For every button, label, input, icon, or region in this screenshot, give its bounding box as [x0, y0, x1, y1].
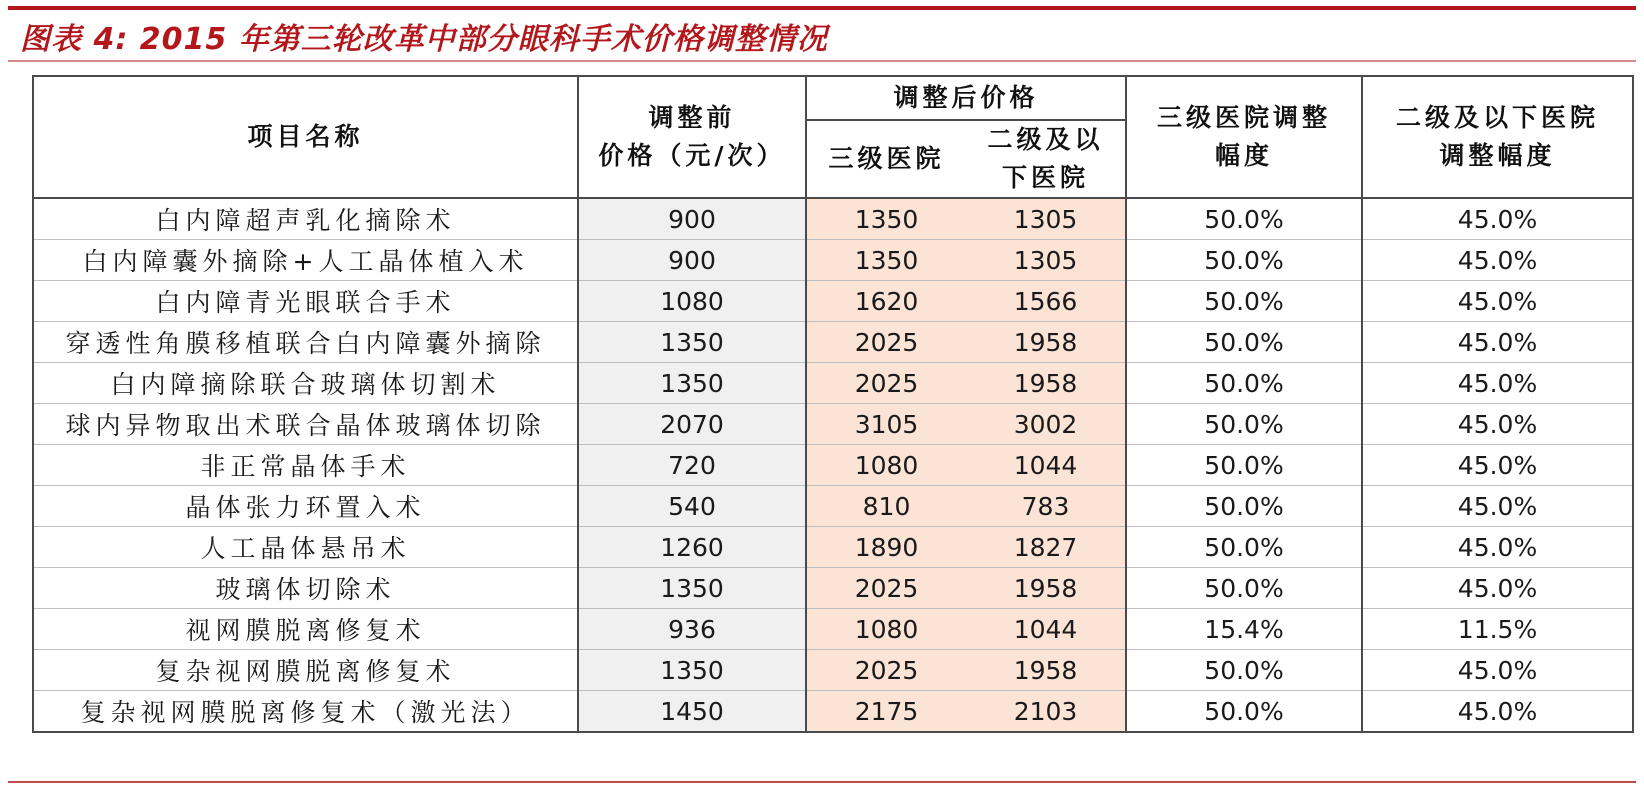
- cell-price-before: 900: [578, 198, 806, 240]
- cell-item-name: 球内异物取出术联合晶体玻璃体切除: [33, 404, 578, 445]
- table-row: [33, 240, 1633, 281]
- table-header: [33, 76, 1633, 198]
- cell-price-level3: 1350: [806, 240, 966, 281]
- cell-item-name: 白内障摘除联合玻璃体切割术: [33, 363, 578, 404]
- cell-price-level3: 2025: [806, 650, 966, 691]
- table-row: [33, 568, 1633, 609]
- title-rule: [8, 60, 1636, 62]
- header-rate-level3: 三级医院调整 幅度: [1126, 76, 1362, 198]
- cell-item-name: 视网膜脱离修复术: [33, 609, 578, 650]
- cell-rate-level2: 45.0%: [1362, 527, 1633, 568]
- cell-rate-level3: 50.0%: [1126, 691, 1362, 733]
- cell-price-level2: 1566: [966, 281, 1126, 322]
- table-row: [33, 527, 1633, 568]
- cell-price-level2: 1305: [966, 198, 1126, 240]
- cell-rate-level2: 45.0%: [1362, 240, 1633, 281]
- cell-price-before: 900: [578, 240, 806, 281]
- cell-price-before: 720: [578, 445, 806, 486]
- header-after-level3: 三级医院: [806, 120, 966, 198]
- cell-price-level2: 783: [966, 486, 1126, 527]
- cell-rate-level2: 45.0%: [1362, 363, 1633, 404]
- table-row: [33, 322, 1633, 363]
- cell-item-name: 晶体张力环置入术: [33, 486, 578, 527]
- table-row: [33, 691, 1633, 733]
- table-row: [33, 281, 1633, 322]
- cell-price-level3: 1890: [806, 527, 966, 568]
- cell-price-level2: 2103: [966, 691, 1126, 733]
- figure-title: 图表 4: 2015 年第三轮改革中部分眼科手术价格调整情况: [20, 22, 828, 57]
- header-price-before: 调整前 价格（元/次）: [578, 76, 806, 198]
- cell-price-before: 1450: [578, 691, 806, 733]
- cell-price-level2: 1044: [966, 609, 1126, 650]
- cell-rate-level2: 45.0%: [1362, 445, 1633, 486]
- header-price-after: 调整后价格: [806, 76, 1126, 120]
- table-row: [33, 486, 1633, 527]
- cell-rate-level2: 45.0%: [1362, 486, 1633, 527]
- cell-price-level3: 2025: [806, 322, 966, 363]
- cell-rate-level3: 15.4%: [1126, 609, 1362, 650]
- cell-rate-level3: 50.0%: [1126, 568, 1362, 609]
- cell-price-level2: 1827: [966, 527, 1126, 568]
- cell-rate-level2: 45.0%: [1362, 650, 1633, 691]
- cell-rate-level2: 45.0%: [1362, 568, 1633, 609]
- cell-rate-level2: 45.0%: [1362, 281, 1633, 322]
- cell-rate-level2: 45.0%: [1362, 198, 1633, 240]
- cell-price-before: 1350: [578, 650, 806, 691]
- cell-price-before: 1350: [578, 568, 806, 609]
- cell-price-before: 1080: [578, 281, 806, 322]
- cell-rate-level3: 50.0%: [1126, 281, 1362, 322]
- table-row: [33, 363, 1633, 404]
- header-item-name: 项目名称: [33, 76, 578, 198]
- cell-item-name: 复杂视网膜脱离修复术（激光法）: [33, 691, 578, 733]
- cell-item-name: 白内障超声乳化摘除术: [33, 198, 578, 240]
- cell-price-level2: 1958: [966, 650, 1126, 691]
- cell-rate-level2: 11.5%: [1362, 609, 1633, 650]
- cell-item-name: 人工晶体悬吊术: [33, 527, 578, 568]
- cell-rate-level3: 50.0%: [1126, 527, 1362, 568]
- cell-price-before: 1350: [578, 322, 806, 363]
- cell-price-level2: 1958: [966, 363, 1126, 404]
- cell-rate-level2: 45.0%: [1362, 404, 1633, 445]
- cell-item-name: 复杂视网膜脱离修复术: [33, 650, 578, 691]
- cell-price-level3: 1080: [806, 445, 966, 486]
- bottom-rule: [8, 781, 1636, 783]
- cell-price-before: 540: [578, 486, 806, 527]
- table-row: [33, 404, 1633, 445]
- cell-rate-level3: 50.0%: [1126, 650, 1362, 691]
- cell-rate-level2: 45.0%: [1362, 691, 1633, 733]
- cell-price-level3: 2025: [806, 363, 966, 404]
- cell-item-name: 白内障囊外摘除+人工晶体植入术: [33, 240, 578, 281]
- cell-item-name: 白内障青光眼联合手术: [33, 281, 578, 322]
- cell-price-level3: 810: [806, 486, 966, 527]
- table-row: [33, 650, 1633, 691]
- header-rate-level2: 二级及以下医院 调整幅度: [1362, 76, 1633, 198]
- cell-price-level2: 1958: [966, 322, 1126, 363]
- cell-item-name: 穿透性角膜移植联合白内障囊外摘除: [33, 322, 578, 363]
- cell-price-level3: 3105: [806, 404, 966, 445]
- cell-price-before: 1260: [578, 527, 806, 568]
- cell-price-level2: 1044: [966, 445, 1126, 486]
- cell-price-level3: 2175: [806, 691, 966, 733]
- cell-price-level3: 1620: [806, 281, 966, 322]
- cell-rate-level3: 50.0%: [1126, 322, 1362, 363]
- table-row: [33, 609, 1633, 650]
- table-body: [33, 198, 1633, 732]
- cell-item-name: 非正常晶体手术: [33, 445, 578, 486]
- cell-price-level3: 1350: [806, 198, 966, 240]
- table-row: [33, 198, 1633, 240]
- cell-price-before: 2070: [578, 404, 806, 445]
- cell-price-level3: 2025: [806, 568, 966, 609]
- cell-item-name: 玻璃体切除术: [33, 568, 578, 609]
- cell-price-level3: 1080: [806, 609, 966, 650]
- cell-price-level2: 1958: [966, 568, 1126, 609]
- cell-price-before: 1350: [578, 363, 806, 404]
- cell-rate-level3: 50.0%: [1126, 404, 1362, 445]
- cell-rate-level3: 50.0%: [1126, 445, 1362, 486]
- header-after-level2: 二级及以 下医院: [966, 120, 1126, 198]
- cell-rate-level3: 50.0%: [1126, 363, 1362, 404]
- price-adjustment-table: [32, 75, 1634, 733]
- cell-price-level2: 1305: [966, 240, 1126, 281]
- cell-rate-level2: 45.0%: [1362, 322, 1633, 363]
- cell-rate-level3: 50.0%: [1126, 240, 1362, 281]
- cell-price-level2: 3002: [966, 404, 1126, 445]
- top-rule: [8, 6, 1636, 10]
- cell-rate-level3: 50.0%: [1126, 486, 1362, 527]
- cell-price-before: 936: [578, 609, 806, 650]
- table-row: [33, 445, 1633, 486]
- cell-rate-level3: 50.0%: [1126, 198, 1362, 240]
